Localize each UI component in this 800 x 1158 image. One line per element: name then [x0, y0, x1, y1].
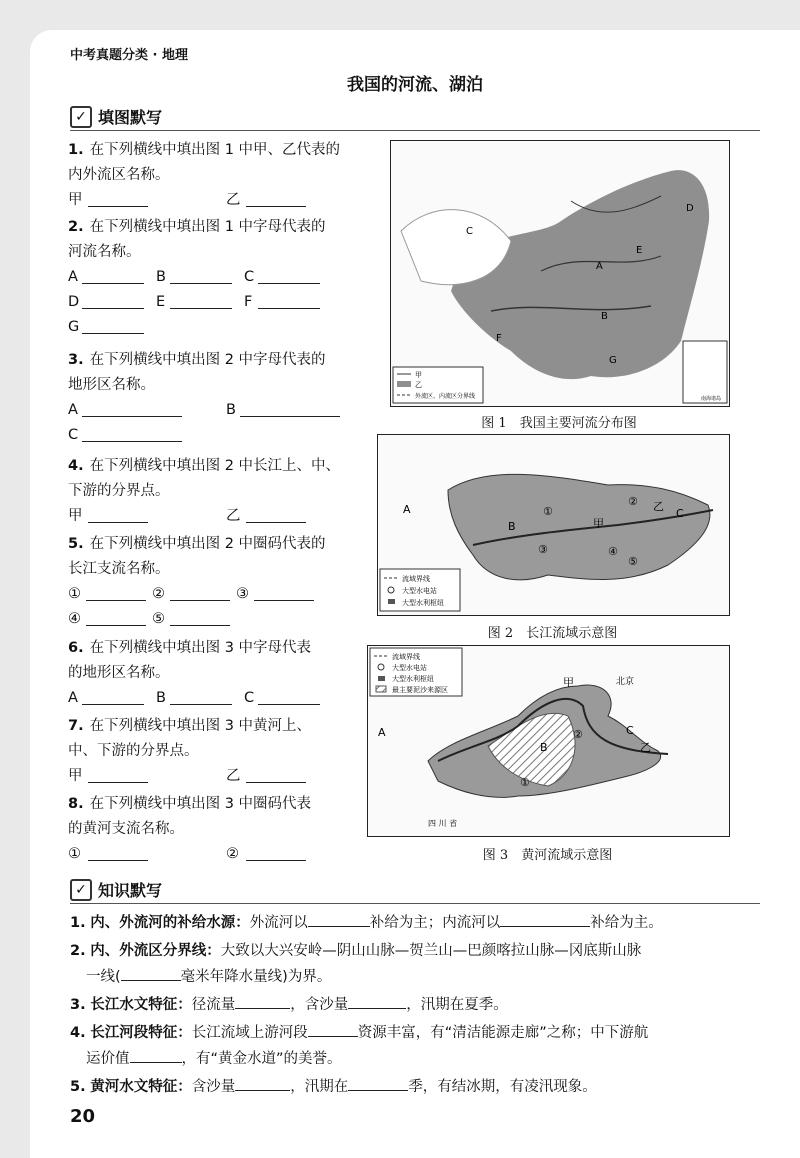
figure-2-caption: 图 2 长江流域示意图 — [487, 626, 618, 641]
legend-text: 大型水利枢纽 — [402, 599, 444, 607]
answer-blank[interactable] — [170, 290, 232, 309]
legend-text: 外流区、内流区分界线 — [415, 393, 476, 400]
map-circle: ② — [628, 495, 638, 508]
map-letter: C — [676, 507, 684, 520]
knowledge-2: 2. 内、外流区分界线：大致以大兴安岭—阴山山脉—贺兰山—巴颜喀拉山脉—冈底斯山脉 一线( 毫米年降水量线)为界。 — [70, 943, 642, 985]
legend-text: 大型水电站 — [402, 587, 437, 595]
answer-blank[interactable] — [246, 764, 306, 783]
answer-blank[interactable] — [308, 910, 370, 927]
map-letter: B — [508, 520, 516, 533]
answer-blank[interactable] — [86, 582, 146, 601]
map-letter: 甲 — [593, 517, 604, 530]
section-knowledge — [70, 878, 162, 901]
question-3: 3. 在下列横线中填出图 2 中字母代表的 地形区名称。 A B C — [68, 348, 388, 448]
answer-blank[interactable] — [82, 423, 182, 442]
map-circle: ① — [520, 776, 530, 789]
check-icon: ✓ — [70, 879, 92, 901]
place-label: 北京 — [616, 677, 635, 687]
figure-1-caption: 图 1 我国主要河流分布图 — [481, 416, 637, 431]
province-label: 四 川 省 — [428, 819, 458, 828]
answer-blank[interactable] — [82, 686, 144, 705]
map-circle: ① — [543, 505, 553, 518]
question-8: 8. 在下列横线中填出图 3 中圈码代表 的黄河支流名称。 ① ② — [68, 796, 312, 862]
map-letter: 甲 — [563, 676, 574, 689]
answer-blank[interactable] — [170, 607, 230, 626]
question-2: 2. 在下列横线中填出图 1 中字母代表的 河流名称。 A B C D E F G — [68, 219, 326, 335]
answer-blank[interactable] — [88, 504, 148, 523]
map-letter: A — [596, 261, 603, 272]
map-letter: G — [609, 355, 617, 366]
answer-blank[interactable] — [88, 764, 148, 783]
section-rule — [70, 130, 760, 131]
answer-blank[interactable] — [82, 315, 144, 334]
question-6: 6. 在下列横线中填出图 3 中字母代表 的地形区名称。 A B C — [68, 636, 388, 711]
answer-blank[interactable] — [258, 265, 320, 284]
map-letter: A — [403, 503, 411, 516]
map-circle: ③ — [538, 543, 548, 556]
map-circle: ⑤ — [628, 555, 638, 568]
answer-blank[interactable] — [308, 1020, 358, 1037]
answer-blank[interactable] — [246, 842, 306, 861]
map-circle: ② — [573, 728, 583, 741]
answer-blank[interactable] — [348, 1074, 408, 1091]
legend-text: 乙 — [415, 381, 422, 389]
inset-label: 南海诸岛 — [701, 396, 722, 402]
legend-text: 流域界线 — [402, 575, 430, 583]
answer-blank[interactable] — [500, 910, 590, 927]
series-title: 中考真题分类 · 地理 — [70, 48, 188, 63]
map-letter: B — [540, 741, 548, 754]
knowledge-5: 5. 黄河水文特征：含沙量 ，汛期在 季，有结冰期，有凌汛现象。 — [70, 1074, 770, 1100]
yangtze-basin-map — [378, 435, 729, 615]
map-letter: A — [378, 726, 386, 739]
answer-blank[interactable] — [170, 686, 232, 705]
map-letter: F — [496, 333, 502, 344]
yellow-river-basin-map — [368, 646, 729, 836]
knowledge-1: 1. 内、外流河的补给水源：外流河以 补给为主；内流河以 补给为主。 — [70, 910, 770, 936]
map-letter: D — [686, 203, 694, 214]
answer-blank[interactable] — [235, 992, 290, 1009]
knowledge-3: 3. 长江水文特征：径流量 ，含沙量 ，汛期在夏季。 — [70, 992, 770, 1018]
map-letter: E — [636, 245, 643, 256]
map-letter: 乙 — [640, 741, 651, 754]
answer-blank[interactable] — [246, 504, 306, 523]
question-7: 7. 在下列横线中填出图 3 中黄河上、 中、下游的分界点。 甲 乙 — [68, 718, 312, 784]
page-title: 我国的河流、湖泊 — [347, 75, 483, 95]
answer-blank[interactable] — [82, 265, 144, 284]
page-number: 20 — [70, 1106, 96, 1127]
answer-blank[interactable] — [254, 582, 314, 601]
section-rule — [70, 903, 760, 904]
map-letter: 乙 — [653, 500, 664, 513]
check-icon: ✓ — [70, 106, 92, 128]
china-rivers-map — [391, 141, 729, 406]
legend-text: 甲 — [415, 371, 422, 379]
question-1: 1. 在下列横线中填出图 1 中甲、乙代表的 内外流区名称。 甲 乙 — [68, 142, 341, 208]
answer-blank[interactable] — [258, 686, 320, 705]
answer-blank[interactable] — [170, 265, 232, 284]
figure-3-map — [367, 645, 730, 837]
question-5: 5. 在下列横线中填出图 2 中圈码代表的 长江支流名称。 ① ② ③ ④ ⑤ — [68, 536, 326, 627]
answer-blank[interactable] — [240, 398, 340, 417]
section-fill-map — [70, 105, 162, 128]
legend-text: 大型水电站 — [392, 664, 427, 672]
answer-blank[interactable] — [86, 607, 146, 626]
answer-blank[interactable] — [246, 188, 306, 207]
map-letter: C — [626, 724, 634, 737]
section-title: 知识默写 — [98, 881, 163, 900]
answer-blank[interactable] — [82, 290, 144, 309]
answer-blank[interactable] — [258, 290, 320, 309]
figure-3-caption: 图 3 黄河流域示意图 — [482, 848, 613, 863]
worksheet-page — [30, 30, 800, 1158]
legend-text: 流域界线 — [392, 653, 420, 661]
knowledge-4: 4. 长江河段特征：长江流域上游河段 资源丰富，有“清洁能源走廊”之称；中下游航 运价值 ，有“黄金水道”的美誉。 — [70, 1020, 770, 1072]
map-letter: C — [466, 226, 473, 237]
answer-blank[interactable] — [121, 964, 181, 981]
figure-1-map — [390, 140, 730, 407]
map-letter: B — [601, 311, 608, 322]
answer-blank[interactable] — [235, 1074, 290, 1091]
answer-blank[interactable] — [348, 992, 406, 1009]
answer-blank[interactable] — [170, 582, 230, 601]
section-title: 填图默写 — [98, 108, 163, 127]
answer-blank[interactable] — [130, 1046, 182, 1063]
map-circle: ④ — [608, 545, 618, 558]
answer-blank[interactable] — [88, 842, 148, 861]
figure-2-map — [377, 434, 730, 616]
question-4: 4. 在下列横线中填出图 2 中长江上、中、 下游的分界点。 甲 乙 — [68, 458, 341, 524]
legend-text: 大型水利枢纽 — [392, 675, 434, 683]
answer-blank[interactable] — [88, 188, 148, 207]
answer-blank[interactable] — [82, 398, 182, 417]
legend-text: 最主要泥沙来源区 — [392, 686, 448, 694]
